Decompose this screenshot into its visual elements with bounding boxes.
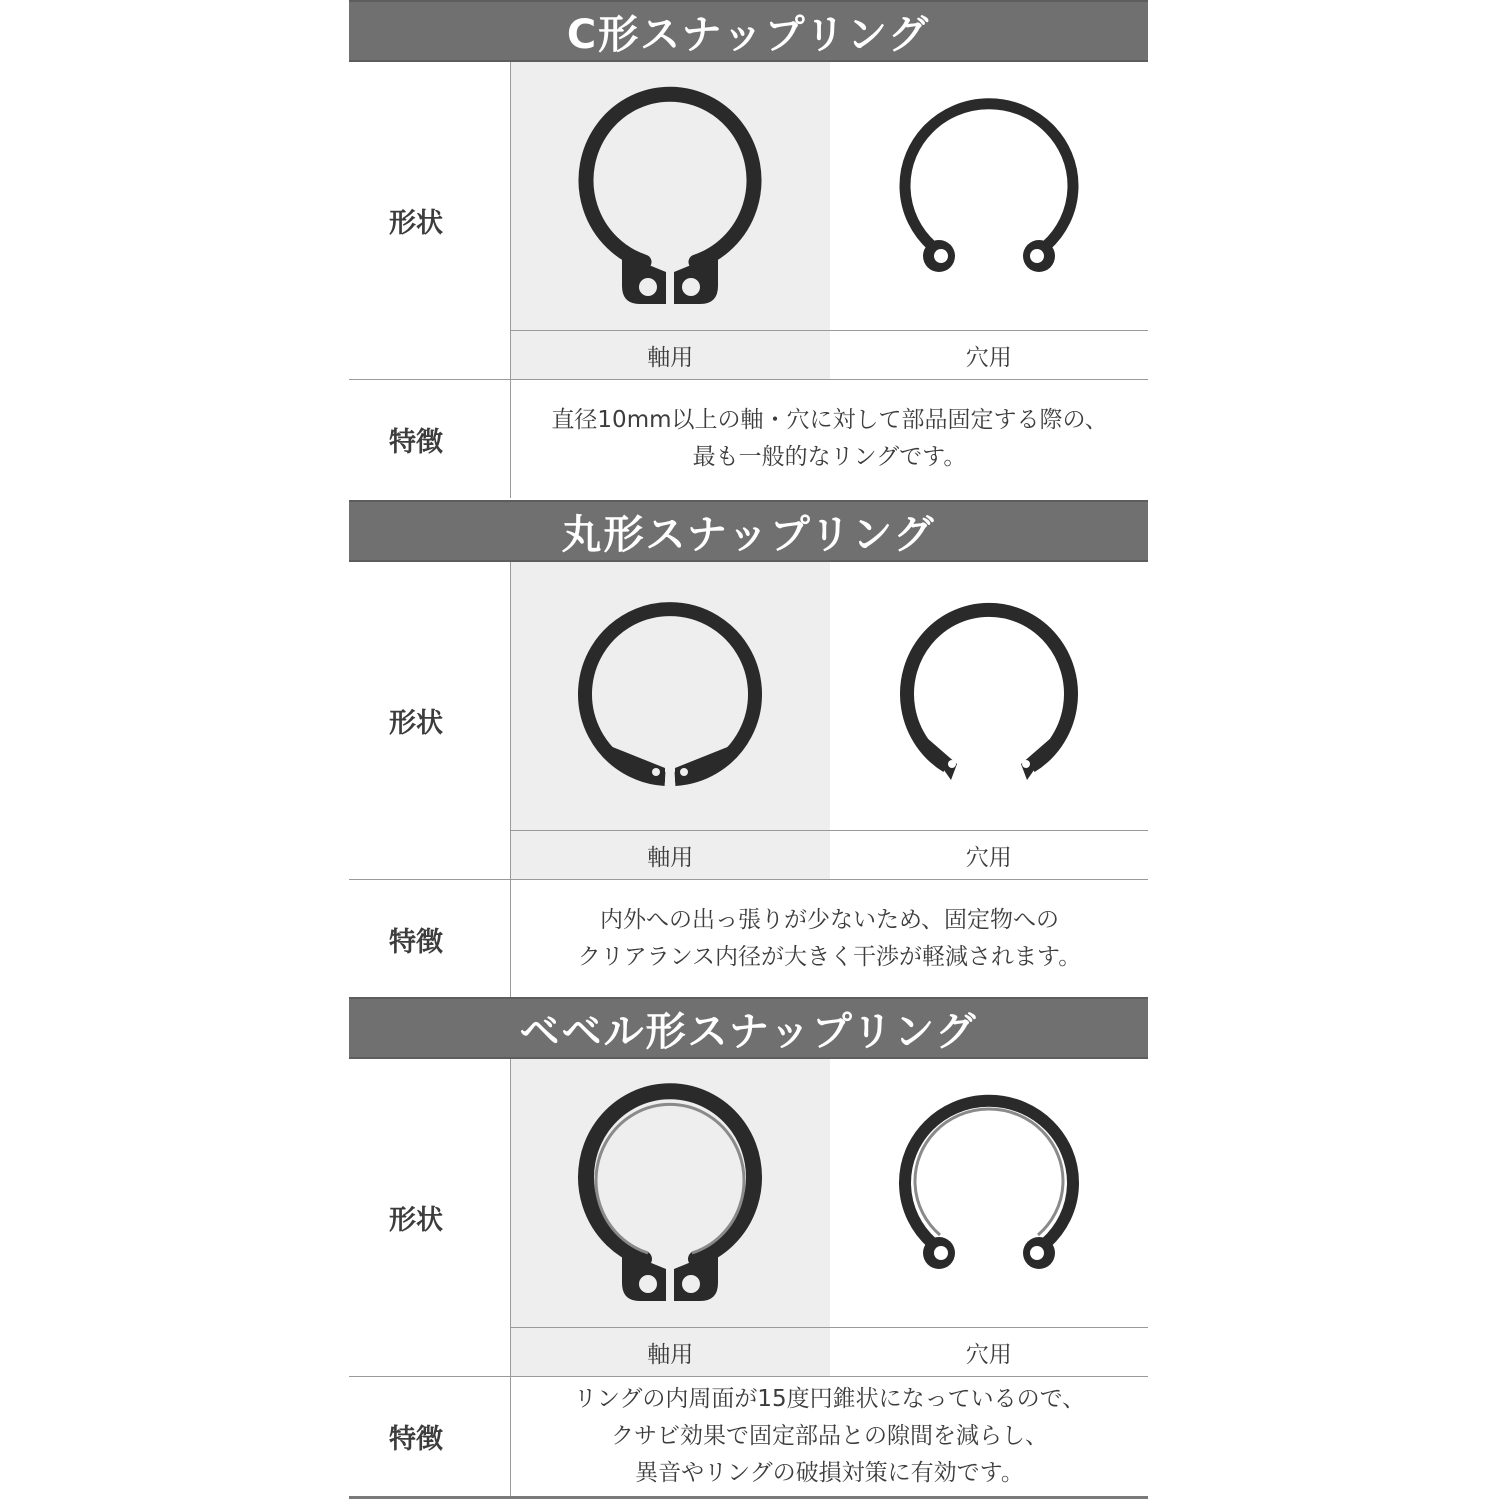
section-title: ベベル形スナップリング [349, 997, 1148, 1059]
section-c-type [349, 0, 1148, 500]
section-title: 丸形スナップリング [349, 500, 1148, 562]
c-shaft-ring-icon [570, 86, 770, 306]
feature-line: 直径10mm以上の軸・穴に対して部品固定する際の、 [551, 407, 1108, 433]
c-hole-ring-icon [884, 96, 1094, 296]
hole-cell [830, 562, 1149, 879]
section-title: C形スナップリング [349, 0, 1148, 62]
shaft-cell [511, 562, 830, 879]
feature-line: 異音やリングの破損対策に有効です。 [635, 1460, 1024, 1486]
shape-row [349, 562, 1148, 880]
feature-row [349, 880, 1148, 998]
feature-text [511, 380, 1148, 498]
shaft-cell [511, 62, 830, 379]
hole-cell [830, 1059, 1149, 1376]
bottom-rule [349, 1496, 1148, 1499]
hole-caption: 穴用 [965, 1341, 1012, 1368]
section-round-type [349, 500, 1148, 997]
shape-label: 形状 [349, 62, 511, 379]
feature-label: 特徴 [349, 880, 511, 998]
feature-row [349, 1377, 1148, 1496]
feature-line: 内外への出っ張りが少ないため、固定物への [599, 907, 1060, 933]
shaft-caption: 軸用 [647, 844, 694, 871]
feature-line: リングの内周面が15度円錐状になっているので、 [573, 1386, 1086, 1412]
shaft-caption: 軸用 [647, 344, 694, 371]
shape-row [349, 62, 1148, 380]
round-shaft-ring-icon [570, 596, 770, 796]
bevel-shaft-ring-icon [570, 1083, 770, 1303]
section-bevel-type [349, 997, 1148, 1496]
shaft-caption: 軸用 [647, 1341, 694, 1368]
feature-label: 特徴 [349, 380, 511, 498]
feature-text [511, 1377, 1148, 1496]
shape-label: 形状 [349, 562, 511, 879]
feature-row [349, 380, 1148, 498]
snap-ring-comparison-sheet [349, 0, 1148, 1496]
shaft-cell [511, 1059, 830, 1376]
hole-cell [830, 62, 1149, 379]
hole-caption: 穴用 [965, 844, 1012, 871]
feature-label: 特徴 [349, 1377, 511, 1496]
feature-line: クリアランス内径が大きく干渉が軽減されます。 [577, 944, 1082, 970]
hole-caption: 穴用 [965, 344, 1012, 371]
shape-row [349, 1059, 1148, 1377]
round-hole-ring-icon [889, 596, 1089, 796]
feature-line: クサビ効果で固定部品との隙間を減らし、 [611, 1423, 1048, 1449]
shape-label: 形状 [349, 1059, 511, 1376]
feature-text [511, 880, 1148, 998]
bevel-hole-ring-icon [884, 1093, 1094, 1293]
feature-line: 最も一般的なリングです。 [692, 444, 967, 470]
